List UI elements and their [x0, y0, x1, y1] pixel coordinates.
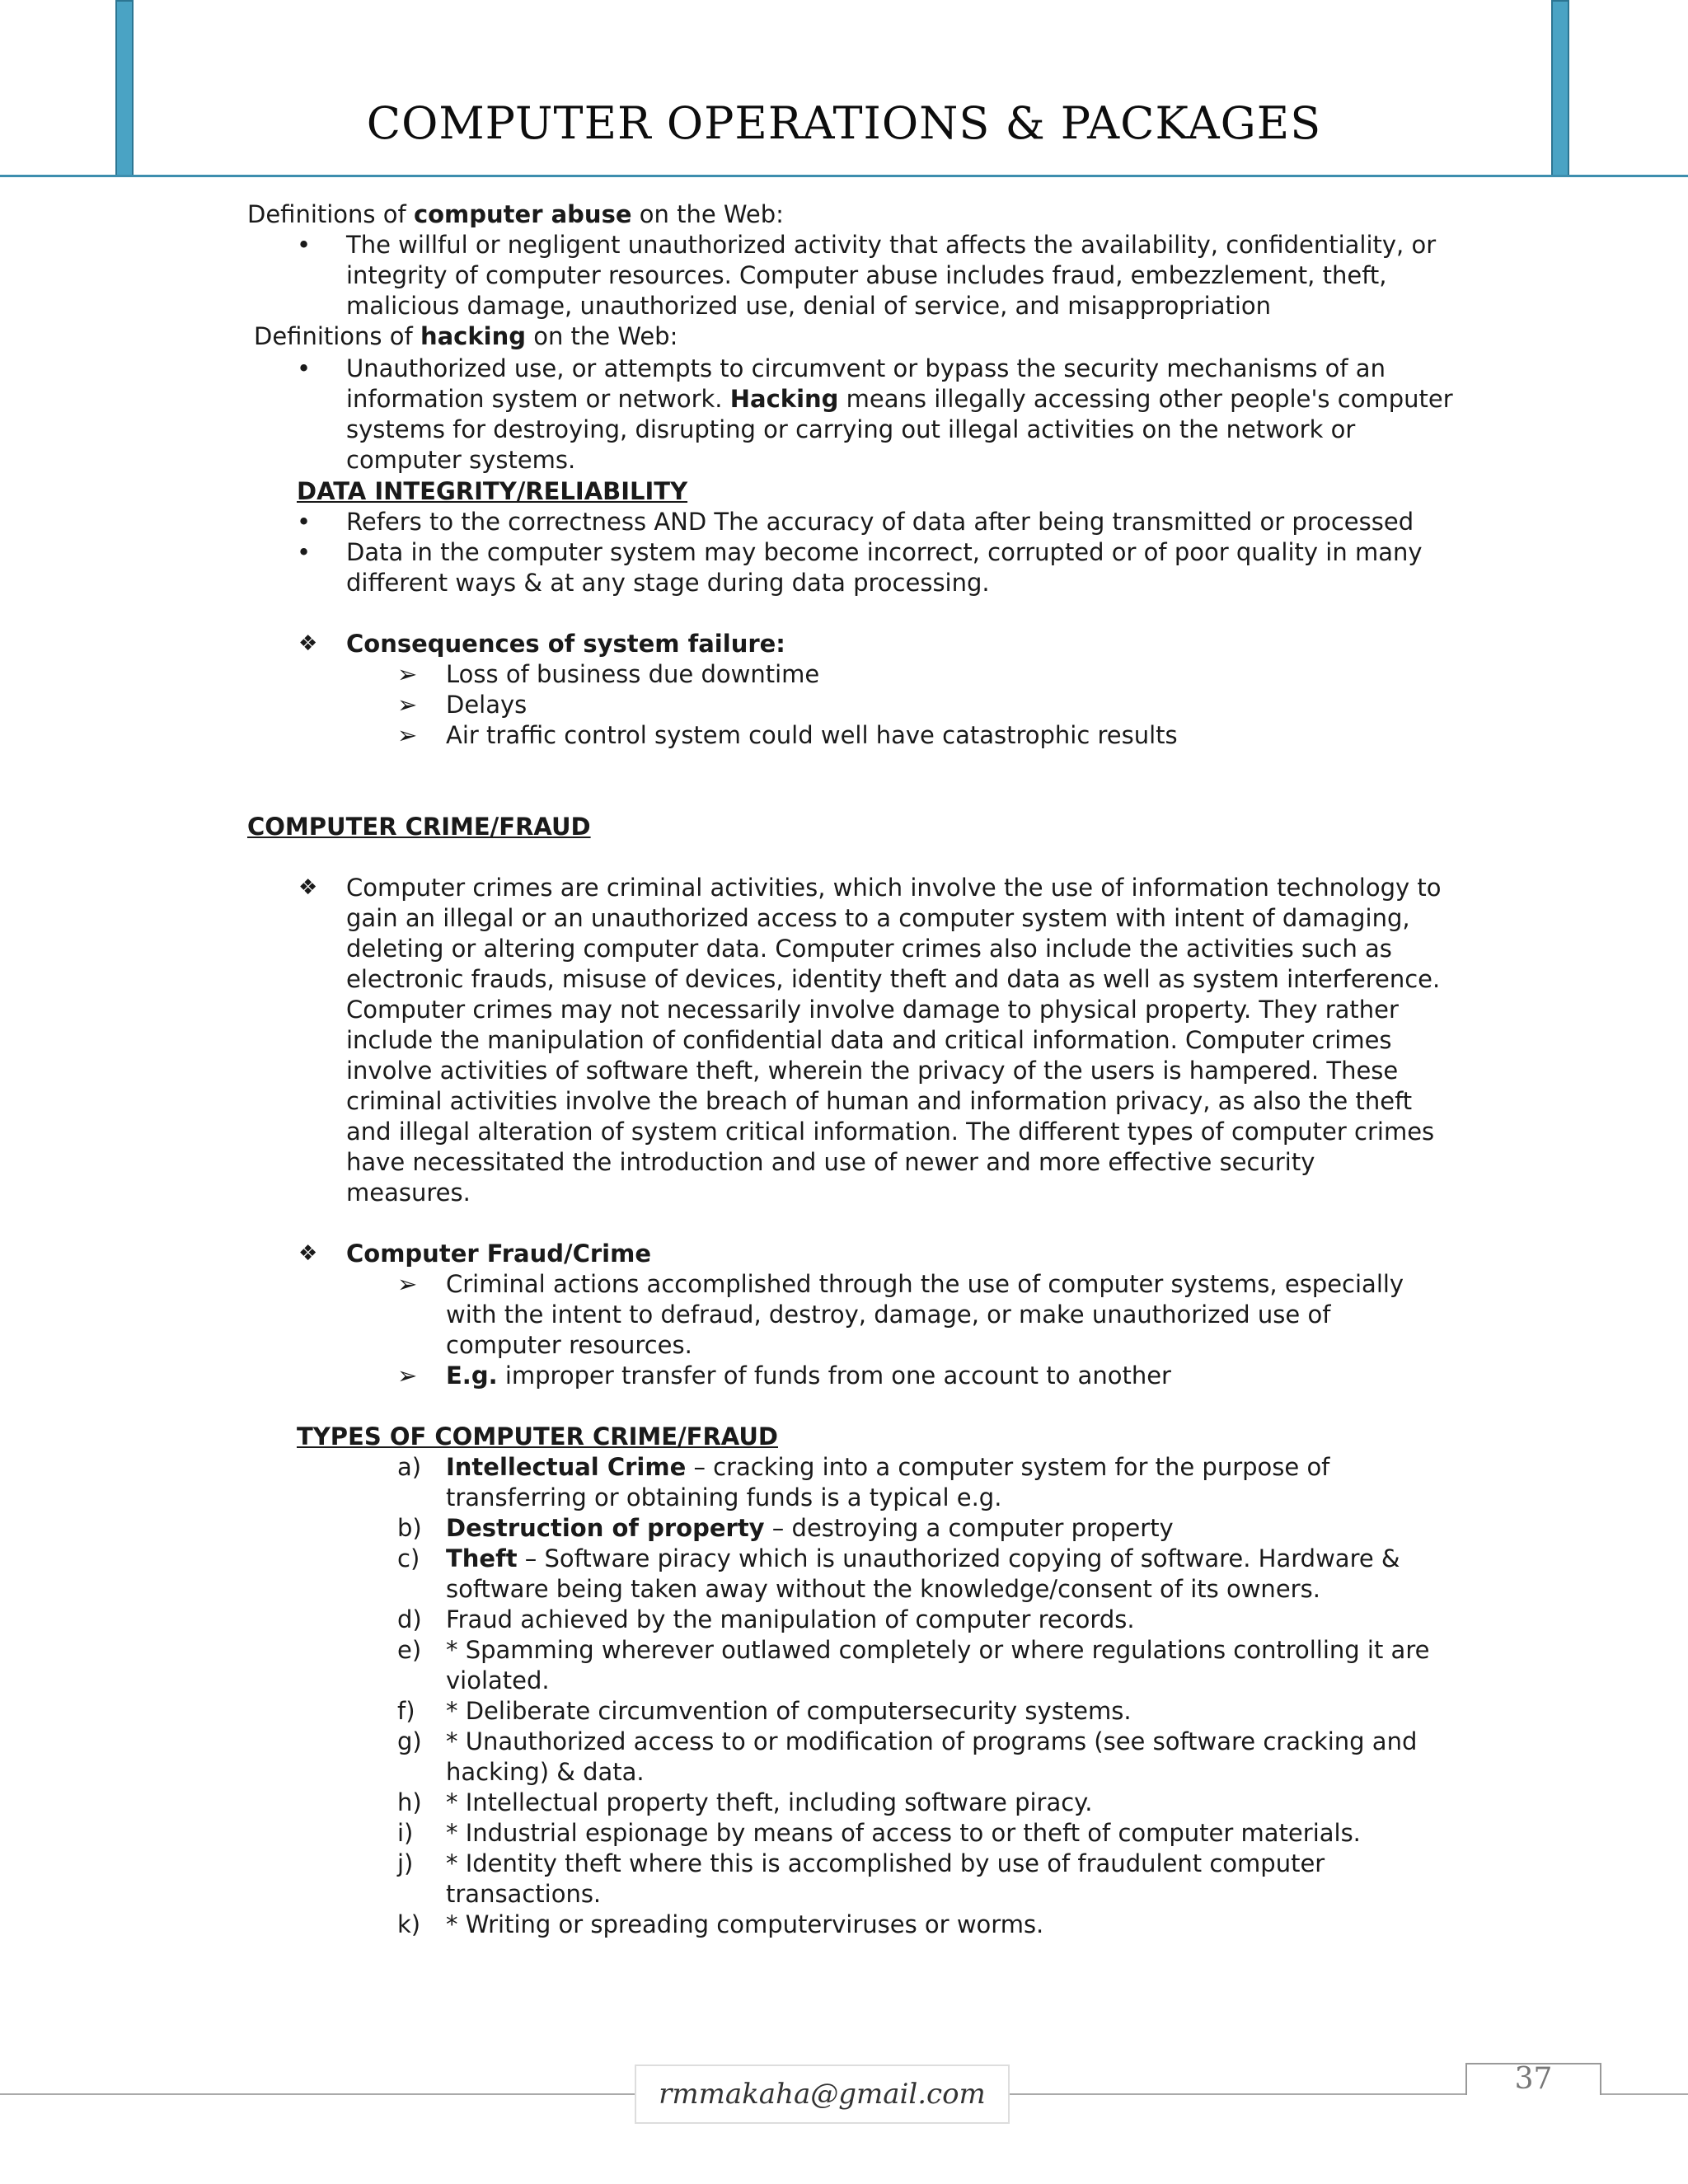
consequence-item: Delays — [446, 691, 528, 719]
arrow-bullet-icon: ➢ — [397, 1270, 418, 1298]
fraud-heading: Computer Fraud/Crime — [346, 1240, 651, 1268]
footer-divider-right — [1010, 2093, 1465, 2095]
arrow-bullet-icon: ➢ — [397, 660, 418, 688]
type-item-label: k) — [397, 1910, 421, 1938]
type-item: * Spamming wherever outlawed completely or where regulations controlling it are — [446, 1636, 1430, 1664]
abuse-line: integrity of computer resources. Computer abuse includes fraud, embezzlement, theft, — [346, 261, 1387, 289]
arrow-bullet-icon: ➢ — [397, 691, 418, 719]
type-item: * Writing or spreading computerviruses or worms. — [446, 1910, 1044, 1938]
type-item-label: b) — [397, 1514, 422, 1542]
diamond-bullet-icon: ❖ — [298, 631, 318, 656]
type-item: * Identity theft where this is accomplished by use of fraudulent computer — [446, 1849, 1325, 1877]
consequence-item: Air traffic control system could well have catastrophic results — [446, 721, 1178, 749]
crime-paragraph-line: Computer crimes are criminal activities, which involve the use of information technology to — [346, 874, 1442, 902]
fraud-item-line: Criminal actions accomplished through the use of computer systems, especially — [446, 1270, 1404, 1298]
type-item-label: h) — [397, 1788, 422, 1816]
fraud-item-line: computer resources. — [446, 1331, 692, 1359]
type-item-label: e) — [397, 1636, 422, 1664]
type-item: Intellectual Crime – cracking into a computer system for the purpose of — [446, 1453, 1330, 1481]
type-item-label: j) — [397, 1849, 414, 1877]
crime-paragraph-line: electronic frauds, misuse of devices, identity theft and data as well as system interference. — [346, 965, 1441, 993]
page-number: 37 — [1465, 2063, 1601, 2095]
arrow-bullet-icon: ➢ — [397, 721, 418, 749]
header-pillar-right — [1551, 0, 1569, 176]
crime-paragraph-line: measures. — [346, 1179, 471, 1207]
abuse-line: The willful or negligent unauthorized activity that affects the availability, confidentiality, or — [346, 231, 1437, 259]
type-item-label: g) — [397, 1727, 422, 1755]
diamond-bullet-icon: ❖ — [298, 1241, 318, 1266]
header-pillar-left — [115, 0, 134, 176]
section-heading-data-integrity: DATA INTEGRITY/RELIABILITY — [297, 477, 688, 505]
type-item-label: d) — [397, 1605, 422, 1633]
fraud-item-line: with the intent to defraud, destroy, damage, or make unauthorized use of — [446, 1301, 1331, 1329]
abuse-line: malicious damage, unauthorized use, denial of service, and misappropriation — [346, 292, 1272, 320]
hacking-bullet: • — [297, 354, 312, 382]
crime-paragraph-line: include the manipulation of confidential data and critical information. Computer crimes — [346, 1026, 1392, 1054]
footer-divider-left — [0, 2093, 635, 2095]
footer-divider-end — [1601, 2093, 1688, 2095]
type-item-continuation: software being taken away without the knowledge/consent of its owners. — [446, 1575, 1320, 1603]
hacking-line: systems for destroying, disrupting or carrying out illegal activities on the network or — [346, 415, 1356, 443]
diamond-bullet-icon: ❖ — [298, 875, 318, 900]
type-item: Fraud achieved by the manipulation of computer records. — [446, 1605, 1135, 1633]
crime-paragraph-line: gain an illegal or an unauthorized access to a computer system with intent of damaging, — [346, 904, 1410, 932]
integrity-bullet: • — [297, 538, 312, 566]
header-divider — [0, 175, 1688, 177]
consequence-item: Loss of business due downtime — [446, 660, 820, 688]
arrow-bullet-icon: ➢ — [397, 1361, 418, 1390]
type-item: Theft – Software piracy which is unauthorized copying of software. Hardware & — [446, 1544, 1400, 1572]
section-heading-computer-crime: COMPUTER CRIME/FRAUD — [247, 813, 591, 841]
type-item-label: c) — [397, 1544, 420, 1572]
type-item: * Intellectual property theft, including software piracy. — [446, 1788, 1093, 1816]
section-heading-types: TYPES OF COMPUTER CRIME/FRAUD — [297, 1422, 778, 1451]
type-item: * Unauthorized access to or modification of programs (see software cracking and — [446, 1727, 1418, 1755]
hacking-line: computer systems. — [346, 446, 576, 474]
abuse-intro: Definitions of computer abuse on the Web: — [247, 200, 784, 228]
integrity-bullet: • — [297, 508, 312, 536]
hacking-intro: Definitions of hacking on the Web: — [254, 322, 678, 350]
page-title: COMPUTER OPERATIONS & PACKAGES — [366, 97, 1322, 149]
consequences-heading: Consequences of system failure: — [346, 630, 785, 658]
type-item: * Deliberate circumvention of computersecurity systems. — [446, 1697, 1132, 1725]
fraud-item-line: E.g. improper transfer of funds from one account to another — [446, 1361, 1171, 1390]
type-item-continuation: transactions. — [446, 1880, 602, 1908]
type-item: * Industrial espionage by means of access to or theft of computer materials. — [446, 1819, 1361, 1847]
footer-email: rmmakaha@gmail.com — [635, 2064, 1010, 2124]
hacking-line: information system or network. Hacking means illegally accessing other people's computer — [346, 385, 1453, 413]
crime-paragraph-line: and illegal alteration of system critical information. The different types of computer crimes — [346, 1118, 1435, 1146]
type-item-label: f) — [397, 1697, 415, 1725]
type-item-continuation: transferring or obtaining funds is a typical e.g. — [446, 1483, 1002, 1511]
crime-paragraph-line: have necessitated the introduction and use of newer and more effective security — [346, 1148, 1315, 1176]
abuse-bullet: • — [297, 231, 312, 259]
crime-paragraph-line: criminal activities involve the breach of human and information privacy, as also the theft — [346, 1087, 1413, 1115]
crime-paragraph-line: Computer crimes may not necessarily involve damage to physical property. They rather — [346, 996, 1399, 1024]
hacking-line: Unauthorized use, or attempts to circumvent or bypass the security mechanisms of an — [346, 354, 1386, 382]
integrity-line: Data in the computer system may become incorrect, corrupted or of poor quality in many — [346, 538, 1423, 566]
type-item-label: i) — [397, 1819, 414, 1847]
crime-paragraph-line: involve activities of software theft, wherein the privacy of the users is hampered. These — [346, 1057, 1399, 1085]
integrity-line: Refers to the correctness AND The accuracy of data after being transmitted or processed — [346, 508, 1414, 536]
type-item-continuation: violated. — [446, 1666, 550, 1694]
type-item-label: a) — [397, 1453, 422, 1481]
type-item-continuation: hacking) & data. — [446, 1758, 645, 1786]
integrity-line: different ways & at any stage during data processing. — [346, 569, 990, 597]
crime-paragraph-line: deleting or altering computer data. Computer crimes also include the activities such as — [346, 935, 1392, 963]
type-item: Destruction of property – destroying a computer property — [446, 1514, 1174, 1542]
